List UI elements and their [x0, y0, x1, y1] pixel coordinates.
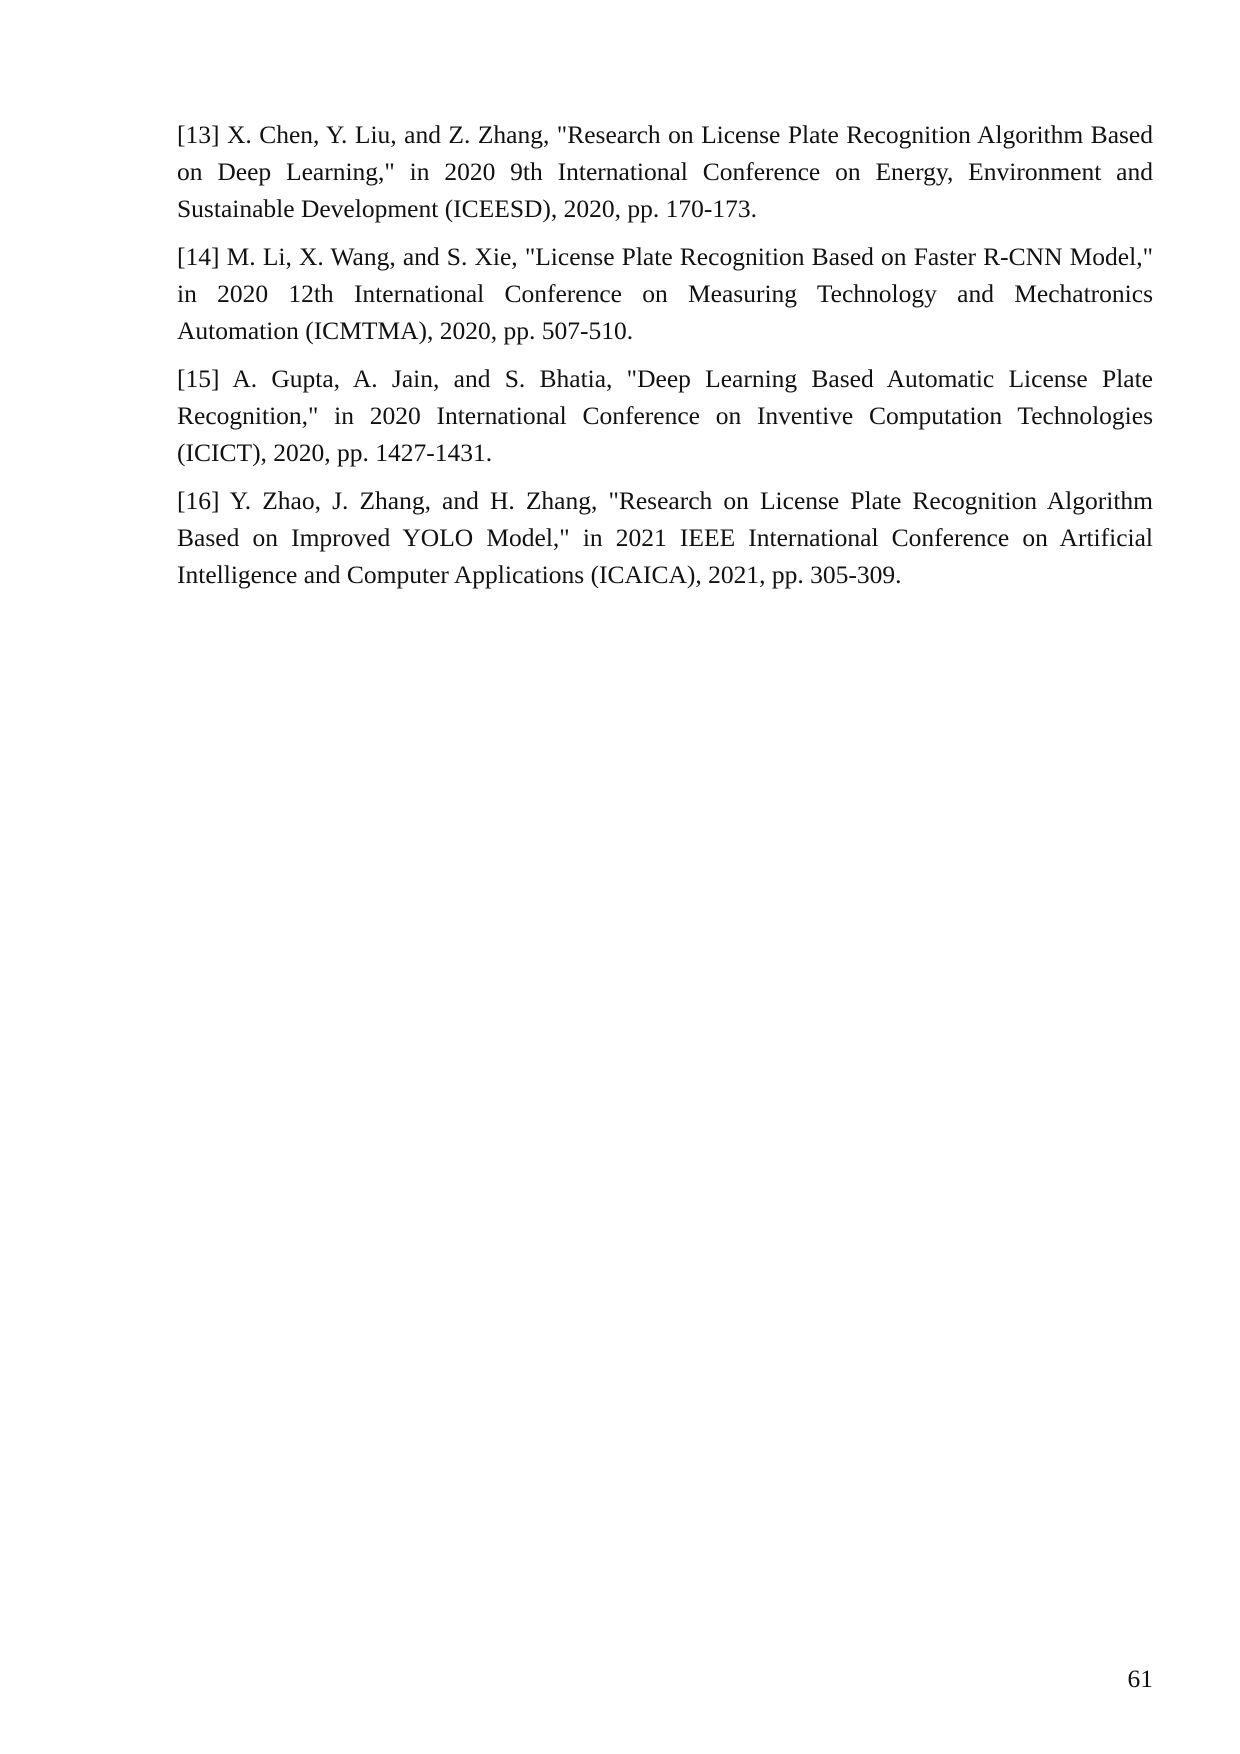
reference-16: [16] Y. Zhao, J. Zhang, and H. Zhang, "Research on License Plate Recognition Algorithm Based on Improved YOLO Model," in 2021 IEEE International Conference on Artificial Intelligence and Computer Applications (ICAICA), 2021, pp. 305-309.: [177, 486, 1153, 589]
reference-15: [15] A. Gupta, A. Jain, and S. Bhatia, "Deep Learning Based Automatic License Plate Recognition," in 2020 International Conference on Inventive Computation Technologies (ICICT), 2020, pp. 1427-1431.: [177, 364, 1153, 467]
reference-13: [13] X. Chen, Y. Liu, and Z. Zhang, "Research on License Plate Recognition Algorithm Based on Deep Learning," in 2020 9th International Conference on Energy, Environment and Sustainable Development (ICEESD), 2020, pp. 170-173.: [177, 120, 1153, 223]
reference-list: [177, 116, 1153, 604]
page-number: 61: [1127, 1664, 1153, 1693]
reference-14: [14] M. Li, X. Wang, and S. Xie, "License Plate Recognition Based on Faster R-CNN Model," in 2020 12th International Conference on Measuring Technology and Mechatronics Automation (ICMTMA), 2020, pp. 507-510.: [177, 242, 1153, 345]
